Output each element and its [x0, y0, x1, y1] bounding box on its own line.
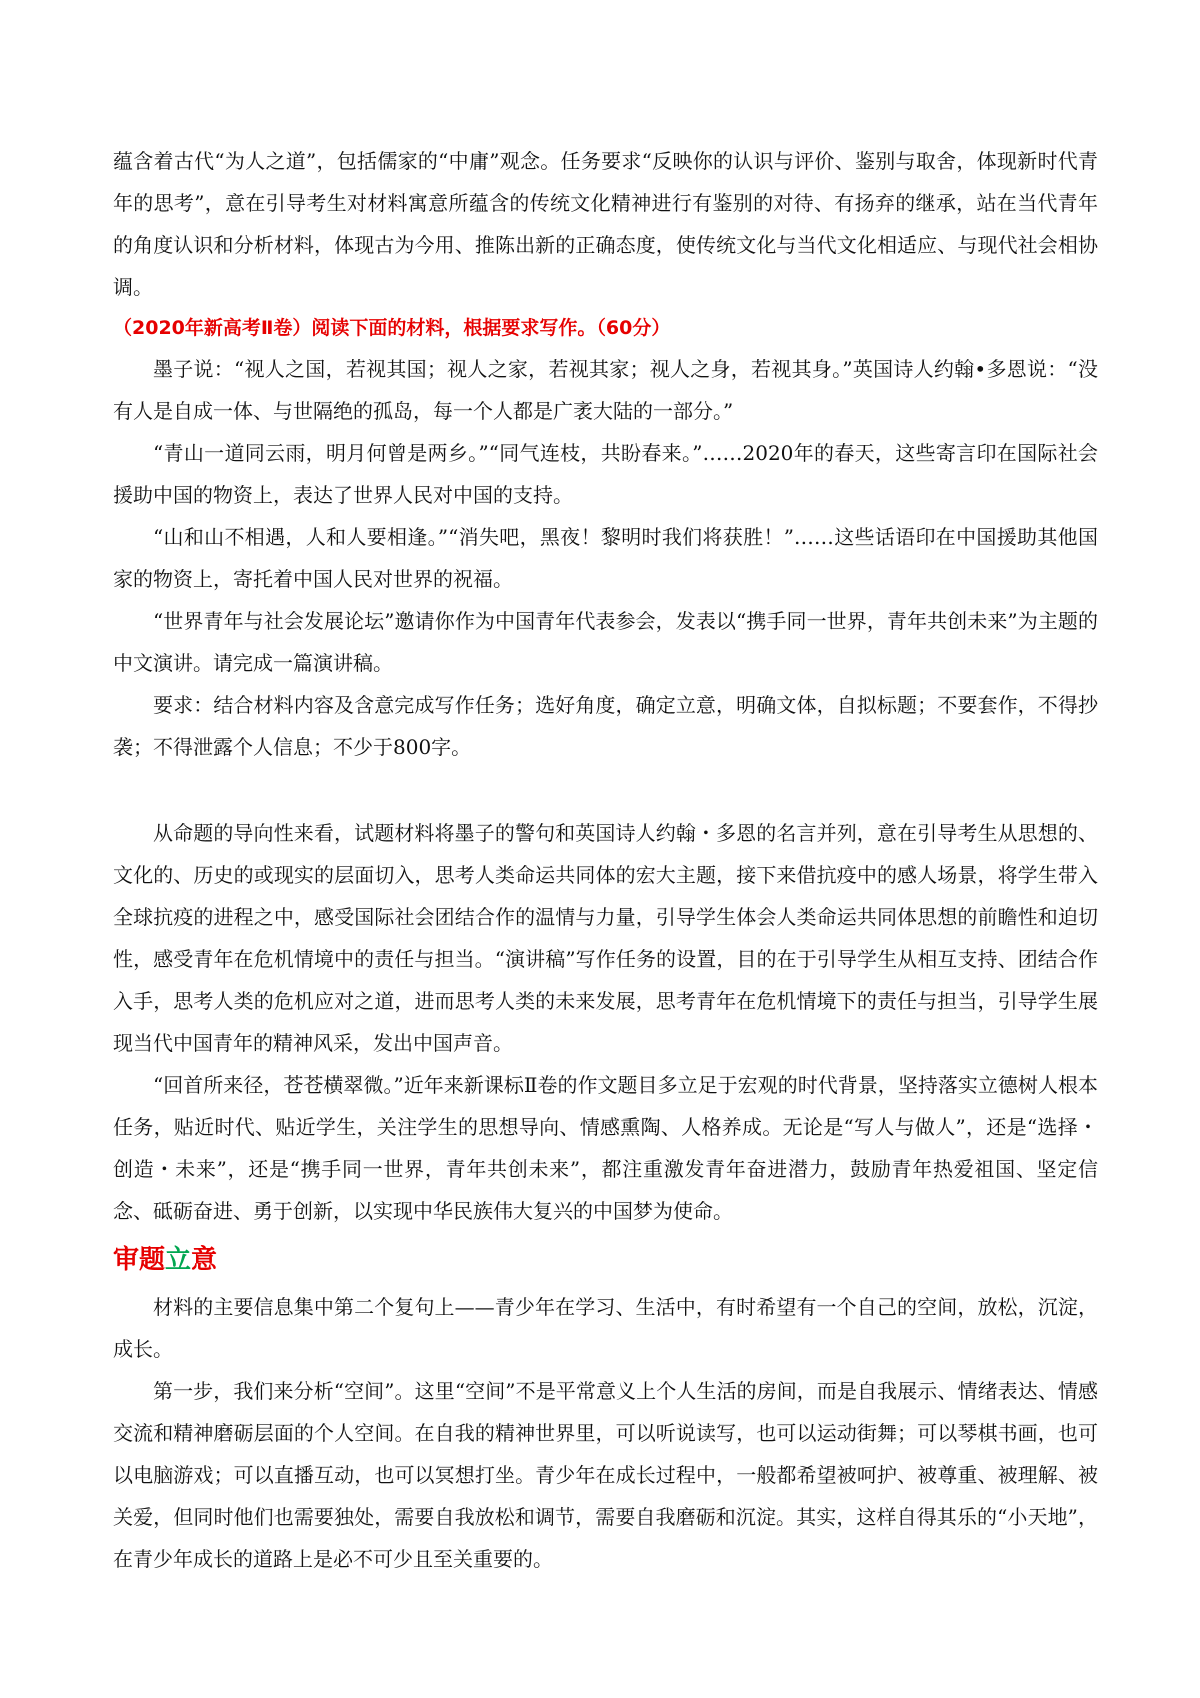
- task-paragraph: “世界青年与社会发展论坛”邀请你作为中国青年代表参会，发表以“携手同一世界，青年共创未来”为主题的中文演讲。请完成一篇演讲稿。: [113, 609, 1098, 675]
- section-title-part-3: 意: [191, 1245, 218, 1275]
- material-paragraph-3: “山和山不相遇，人和人要相逢。”“消失吧，黑夜！黎明时我们将获胜！”……这些话语印在中国援助其他国家的物资上，寄托着中国人民对世界的祝福。: [113, 525, 1098, 591]
- section-paragraph-2: 第一步，我们来分析“空间”。这里“空间”不是平常意义上个人生活的房间，而是自我展示、情绪表达、情感交流和精神磨砺层面的个人空间。在自我的精神世界里，可以听说读写，也可以运动街舞；可以琴棋书画，也可以电脑游戏；可以直播互动，也可以冥想打坐。青少年在成长过程中，一般都希望被呵护、被尊重、被理解、被关爱，但同时他们也需要独处，需要自我放松和调节，需要自我磨砺和沉淀。其实，这样自得其乐的“小天地”，在青少年成长的道路上是必不可少且至关重要的。: [113, 1379, 1098, 1571]
- intro-paragraph: 蕴含着古代“为人之道”，包括儒家的“中庸”观念。任务要求“反映你的认识与评价、鉴别与取舍，体现新时代青年的思考”，意在引导考生对材料寓意所蕴含的传统文化精神进行有鉴别的对待、有扬弃的继承，站在当代青年的角度认识和分析材料，体现古为今用、推陈出新的正确态度，使传统文化与当代文化相适应、与现代社会相协调。: [113, 149, 1098, 299]
- analysis-paragraph-2: “回首所来径，苍苍横翠微。”近年来新课标Ⅱ卷的作文题目多立足于宏观的时代背景，坚持落实立德树人根本任务，贴近时代、贴近学生，关注学生的思想导向、情感熏陶、人格养成。无论是“写人与做人”，还是“选择・创造・未来”，还是“携手同一世界，青年共创未来”，都注重激发青年奋进潜力，鼓励青年热爱祖国、坚定信念、砥砺奋进、勇于创新，以实现中华民族伟大复兴的中国梦为使命。: [113, 1073, 1098, 1223]
- section-paragraph-1: 材料的主要信息集中第二个复句上——青少年在学习、生活中，有时希望有一个自己的空间，放松，沉淀，成长。: [113, 1295, 1098, 1361]
- requirements-paragraph: 要求：结合材料内容及含意完成写作任务；选好角度，确定立意，明确文体，自拟标题；不要套作，不得抄袭；不得泄露个人信息；不少于800字。: [113, 693, 1098, 759]
- analysis-paragraph-1: 从命题的导向性来看，试题材料将墨子的警句和英国诗人约翰・多恩的名言并列，意在引导考生从思想的、文化的、历史的或现实的层面切入，思考人类命运共同体的宏大主题，接下来借抗疫中的感人场景，将学生带入全球抗疫的进程之中，感受国际社会团结合作的温情与力量，引导学生体会人类命运共同体思想的前瞻性和迫切性，感受青年在危机情境中的责任与担当。“演讲稿”写作任务的设置，目的在于引导学生从相互支持、团结合作入手，思考人类的危机应对之道，进而思考人类的未来发展，思考青年在危机情境下的责任与担当，引导学生展现当代中国青年的精神风采，发出中国声音。: [113, 821, 1098, 1055]
- section-title-part-2: 立: [165, 1245, 192, 1275]
- spacer: [113, 768, 1098, 812]
- section-title-part-1: 审题: [113, 1245, 166, 1275]
- material-paragraph-2: “青山一道同云雨，明月何曾是两乡。”“同气连枝，共盼春来。”……2020年的春天，这些寄言印在国际社会援助中国的物资上，表达了世界人民对中国的支持。: [113, 441, 1098, 507]
- material-paragraph-1: 墨子说：“视人之国，若视其国；视人之家，若视其家；视人之身，若视其身。”英国诗人约翰•多恩说：“没有人是自成一体、与世隔绝的孤岛，每一个人都是广袤大陆的一部分。”: [113, 357, 1098, 423]
- document-content: [113, 140, 1098, 1580]
- question-heading: （2020年新高考Ⅱ卷）阅读下面的材料，根据要求写作。（60分）: [113, 317, 671, 339]
- section-title: [113, 1236, 1098, 1284]
